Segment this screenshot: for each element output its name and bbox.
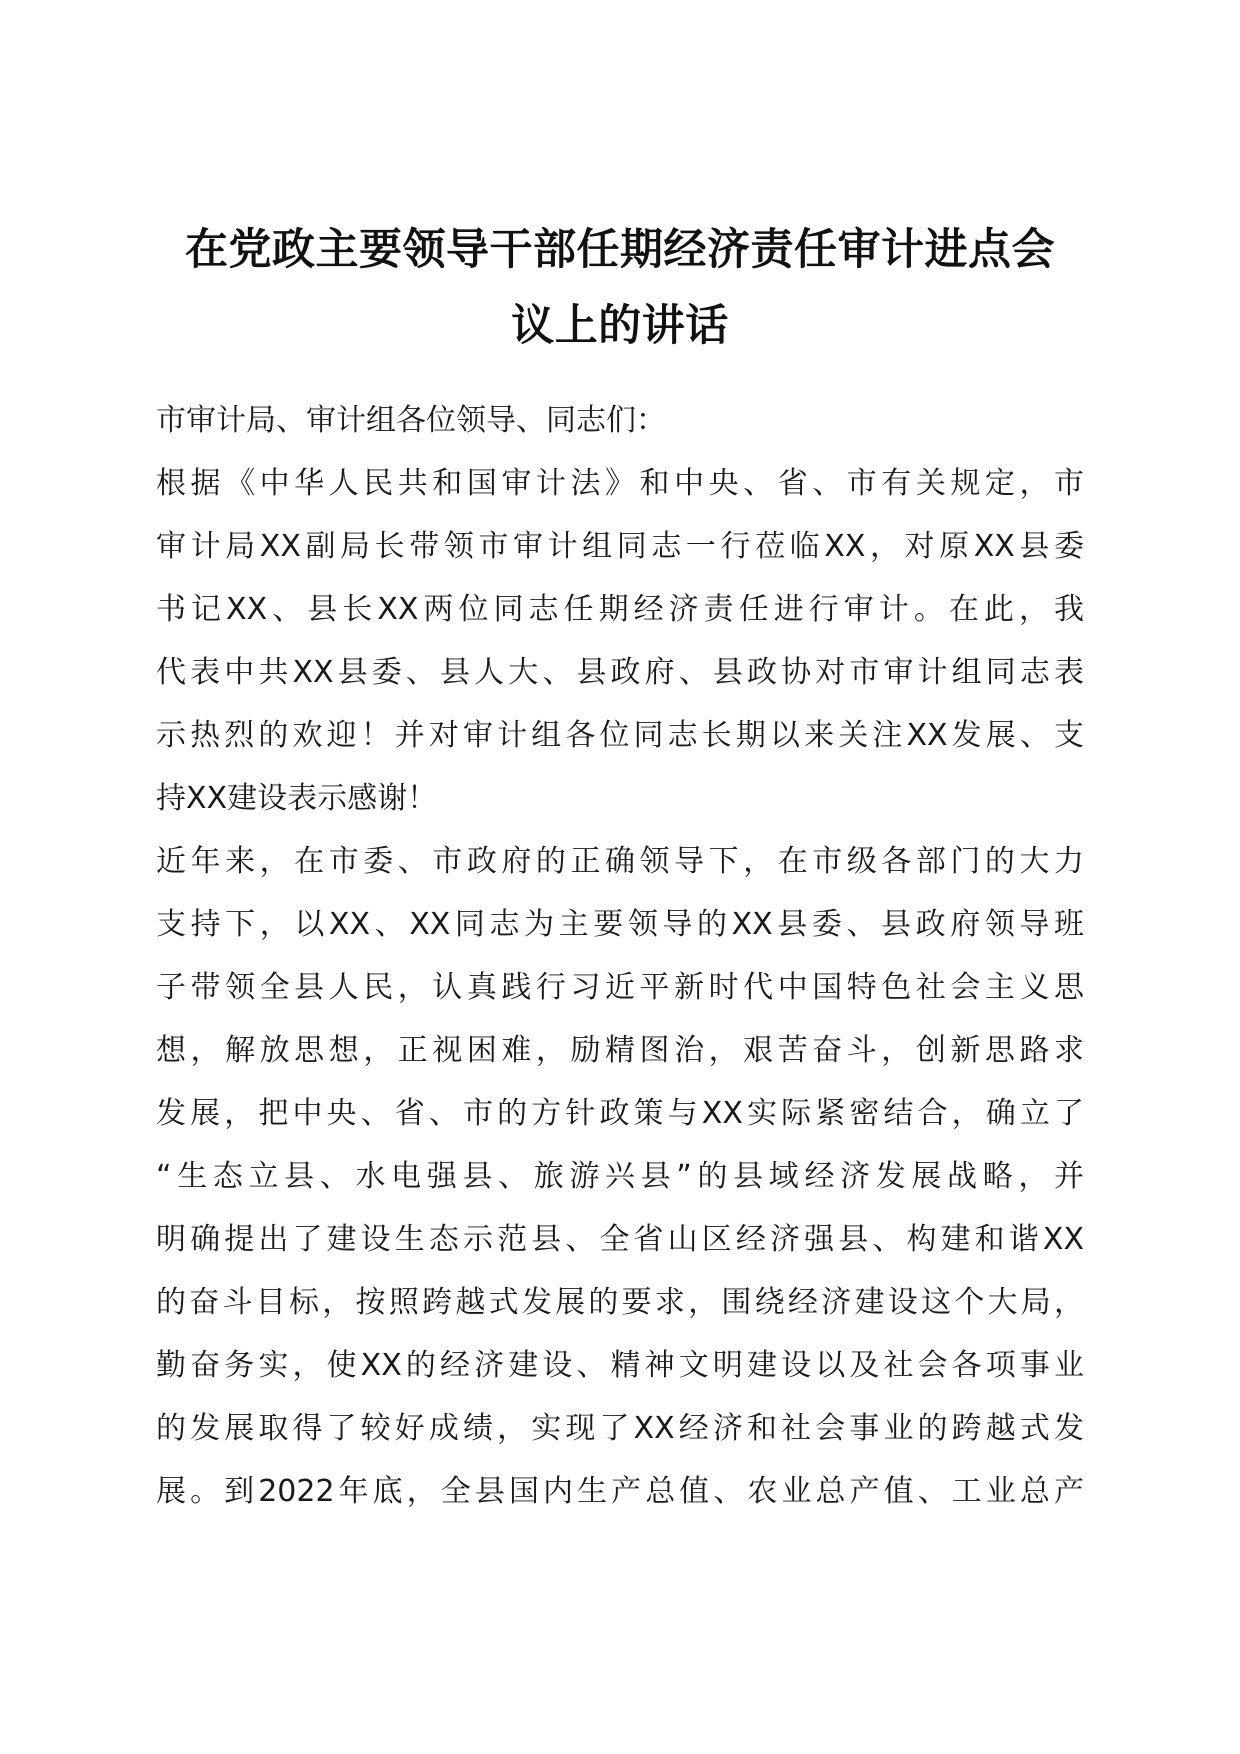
title-line: 在党政主要领导干部任期经济责任审计进点会	[185, 225, 1055, 275]
paragraph-line: 示热烈的欢迎！并对审计组各位同志长期以来关注XX发展、支	[156, 718, 1084, 753]
paragraph-2	[156, 830, 1084, 1523]
document-title	[150, 212, 1090, 364]
paragraph-line: 支持下，以XX、XX同志为主要领导的XX县委、县政府领导班	[156, 907, 1084, 942]
paragraph-line: 明确提出了建设生态示范县、全省山区经济强县、构建和谐XX	[156, 1222, 1084, 1257]
paragraph-line: 展。到2022年底，全县国内生产总值、农业总产值、工业总产	[156, 1474, 1084, 1509]
paragraph-1	[156, 452, 1084, 830]
paragraph-line: 书记XX、县长XX两位同志任期经济责任进行审计。在此，我	[156, 592, 1084, 627]
document-body	[156, 389, 1084, 1523]
paragraph-line: 勤奋务实，使XX的经济建设、精神文明建设以及社会各项事业	[156, 1348, 1084, 1383]
paragraph-line: 代表中共XX县委、县人大、县政府、县政协对市审计组同志表	[156, 655, 1084, 690]
paragraph-line: 持XX建设表示感谢！	[156, 781, 438, 816]
paragraph-line: 子带领全县人民，认真践行习近平新时代中国特色社会主义思	[156, 970, 1084, 1005]
salutation: 市审计局、审计组各位领导、同志们：	[156, 403, 666, 438]
paragraph-line: 想，解放思想，正视困难，励精图治，艰苦奋斗，创新思路求	[156, 1033, 1084, 1068]
paragraph-line: 根据《中华人民共和国审计法》和中央、省、市有关规定，市	[156, 466, 1084, 501]
title-line: 议上的讲话	[511, 301, 729, 351]
paragraph-line: 审计局XX副局长带领市审计组同志一行莅临XX，对原XX县委	[156, 529, 1084, 564]
paragraph-line: 的奋斗目标，按照跨越式发展的要求，围绕经济建设这个大局，	[156, 1285, 1084, 1320]
paragraph-line: 发展，把中央、省、市的方针政策与XX实际紧密结合，确立了	[156, 1096, 1084, 1131]
paragraph-line: 近年来，在市委、市政府的正确领导下，在市级各部门的大力	[156, 844, 1084, 879]
paragraph-line: 的发展取得了较好成绩，实现了XX经济和社会事业的跨越式发	[156, 1411, 1084, 1446]
paragraph-line: “生态立县、水电强县、旅游兴县”的县域经济发展战略，并	[156, 1159, 1084, 1194]
